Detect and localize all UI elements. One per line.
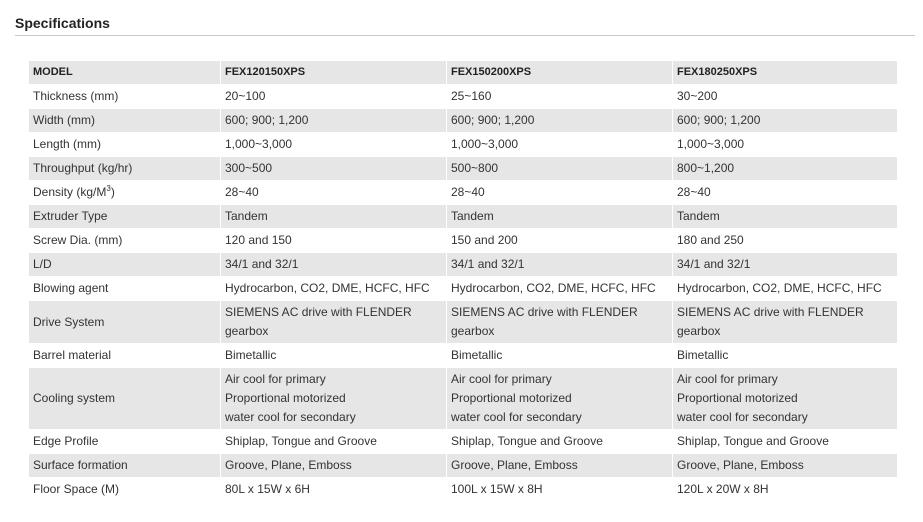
table-row bbox=[29, 109, 897, 133]
row-label bbox=[29, 157, 220, 181]
cell-text-line: SIEMENS AC drive with FLENDER bbox=[677, 305, 864, 319]
table-cell bbox=[220, 368, 446, 430]
table-cell bbox=[672, 344, 897, 368]
table-cell bbox=[672, 478, 897, 502]
cell-text-line: 80L x 15W x 6H bbox=[225, 482, 310, 496]
cell-text-line: Bimetallic bbox=[451, 348, 503, 362]
cell-text-line: 600; 900; 1,200 bbox=[677, 113, 761, 127]
cell-text-line: gearbox bbox=[451, 324, 495, 338]
table-cell bbox=[672, 205, 897, 229]
table-row bbox=[29, 157, 897, 181]
table-cell bbox=[446, 301, 672, 344]
row-label bbox=[29, 229, 220, 253]
cell-text-line: 600; 900; 1,200 bbox=[451, 113, 535, 127]
table-header-row bbox=[29, 61, 897, 85]
table-cell bbox=[446, 454, 672, 478]
cell-text-line: 28~40 bbox=[451, 185, 485, 199]
row-label bbox=[29, 253, 220, 277]
row-label-text: Cooling system bbox=[33, 391, 116, 405]
table-cell bbox=[672, 454, 897, 478]
cell-text-line: Proportional motorized bbox=[225, 391, 346, 405]
row-label-text: Floor Space (M) bbox=[33, 482, 120, 496]
row-label bbox=[29, 205, 220, 229]
cell-text-line: gearbox bbox=[225, 324, 269, 338]
table-cell bbox=[446, 85, 672, 109]
cell-text-line: Hydrocarbon, CO2, DME, HCFC, HFC bbox=[451, 281, 656, 295]
table-cell bbox=[220, 478, 446, 502]
cell-text-line: 25~160 bbox=[451, 89, 492, 103]
row-label bbox=[29, 478, 220, 502]
cell-text-line: Hydrocarbon, CO2, DME, HCFC, HFC bbox=[677, 281, 882, 295]
table-row bbox=[29, 229, 897, 253]
row-label bbox=[29, 454, 220, 478]
table-cell bbox=[446, 277, 672, 301]
cell-text-line: water cool for secondary bbox=[677, 410, 808, 424]
table-cell bbox=[672, 157, 897, 181]
row-label-text: Edge Profile bbox=[33, 434, 99, 448]
cell-text-line: 30~200 bbox=[677, 89, 718, 103]
row-label-text: Screw Dia. (mm) bbox=[33, 233, 123, 247]
table-row bbox=[29, 430, 897, 454]
cell-text-line: 1,000~3,000 bbox=[451, 137, 519, 151]
cell-text-line: 1,000~3,000 bbox=[677, 137, 745, 151]
cell-text-line: 300~500 bbox=[225, 161, 273, 175]
table-row bbox=[29, 301, 897, 344]
row-label bbox=[29, 133, 220, 157]
table-cell bbox=[672, 109, 897, 133]
table-row bbox=[29, 253, 897, 277]
row-label bbox=[29, 368, 220, 430]
cell-text-line: Air cool for primary bbox=[451, 372, 552, 386]
cell-text-line: Air cool for primary bbox=[677, 372, 778, 386]
row-label-text: Thickness (mm) bbox=[33, 89, 119, 103]
cell-text-line: Proportional motorized bbox=[451, 391, 572, 405]
table-cell bbox=[672, 85, 897, 109]
cell-text-line: 28~40 bbox=[677, 185, 711, 199]
title-divider bbox=[15, 35, 915, 36]
table-cell bbox=[672, 253, 897, 277]
table-row bbox=[29, 368, 897, 430]
row-label-text: Extruder Type bbox=[33, 209, 108, 223]
table-cell bbox=[446, 253, 672, 277]
row-label-text: Surface formation bbox=[33, 458, 128, 472]
table-cell bbox=[672, 277, 897, 301]
table-cell bbox=[220, 133, 446, 157]
table-cell bbox=[446, 368, 672, 430]
table-cell bbox=[446, 133, 672, 157]
cell-text-line: 34/1 and 32/1 bbox=[225, 257, 299, 271]
table-cell bbox=[672, 181, 897, 205]
table-cell bbox=[220, 253, 446, 277]
cell-text-line: SIEMENS AC drive with FLENDER bbox=[225, 305, 412, 319]
cell-text-line: 500~800 bbox=[451, 161, 499, 175]
cell-text-line: 180 and 250 bbox=[677, 233, 744, 247]
table-row bbox=[29, 85, 897, 109]
table-cell bbox=[220, 430, 446, 454]
cell-text-line: Proportional motorized bbox=[677, 391, 798, 405]
column-header-fex120150xps: FEX120150XPS bbox=[220, 61, 446, 85]
cell-text-line: 100L x 15W x 8H bbox=[451, 482, 543, 496]
table-row bbox=[29, 277, 897, 301]
table-cell bbox=[220, 301, 446, 344]
table-cell bbox=[446, 430, 672, 454]
row-label bbox=[29, 301, 220, 344]
cell-text-line: 120 and 150 bbox=[225, 233, 292, 247]
table-cell bbox=[446, 229, 672, 253]
table-cell bbox=[220, 85, 446, 109]
cell-text-line: SIEMENS AC drive with FLENDER bbox=[451, 305, 638, 319]
table-cell bbox=[446, 157, 672, 181]
row-label-superscript: 3 bbox=[106, 184, 111, 193]
column-header-fex180250xps: FEX180250XPS bbox=[672, 61, 897, 85]
table-cell bbox=[446, 478, 672, 502]
cell-text-line: Air cool for primary bbox=[225, 372, 326, 386]
cell-text-line: 28~40 bbox=[225, 185, 259, 199]
page-title: Specifications bbox=[15, 15, 110, 31]
column-header-model: MODEL bbox=[29, 61, 220, 85]
table-cell bbox=[672, 229, 897, 253]
row-label-text: Throughput (kg/hr) bbox=[33, 161, 133, 175]
table-cell bbox=[446, 205, 672, 229]
cell-text-line: Tandem bbox=[451, 209, 494, 223]
table-cell bbox=[220, 277, 446, 301]
row-label bbox=[29, 344, 220, 368]
table-cell bbox=[672, 301, 897, 344]
cell-text-line: Shiplap, Tongue and Groove bbox=[677, 434, 829, 448]
cell-text-line: 120L x 20W x 8H bbox=[677, 482, 769, 496]
row-label-text: Length (mm) bbox=[33, 137, 102, 151]
cell-text-line: Hydrocarbon, CO2, DME, HCFC, HFC bbox=[225, 281, 430, 295]
cell-text-line: 800~1,200 bbox=[677, 161, 735, 175]
cell-text-line: 600; 900; 1,200 bbox=[225, 113, 309, 127]
row-label-text: Barrel material bbox=[33, 348, 112, 362]
table-cell bbox=[220, 205, 446, 229]
row-label-text: Drive System bbox=[33, 314, 105, 329]
table-row bbox=[29, 133, 897, 157]
row-label-tail: ) bbox=[110, 185, 115, 199]
table-cell bbox=[446, 344, 672, 368]
table-cell bbox=[672, 430, 897, 454]
table-row bbox=[29, 454, 897, 478]
table-cell bbox=[220, 229, 446, 253]
row-label bbox=[29, 430, 220, 454]
row-label-text: L/D bbox=[33, 257, 52, 271]
cell-text-line: water cool for secondary bbox=[225, 410, 356, 424]
cell-text-line: 34/1 and 32/1 bbox=[677, 257, 751, 271]
cell-text-line: Groove, Plane, Emboss bbox=[225, 458, 352, 472]
cell-text-line: 34/1 and 32/1 bbox=[451, 257, 525, 271]
cell-text-line: Bimetallic bbox=[677, 348, 729, 362]
row-label-text: Density (kg/M bbox=[33, 185, 107, 199]
cell-text-line: Bimetallic bbox=[225, 348, 277, 362]
table-row bbox=[29, 205, 897, 229]
cell-text-line: Shiplap, Tongue and Groove bbox=[225, 434, 377, 448]
row-label-text: Blowing agent bbox=[33, 281, 109, 295]
table-cell bbox=[220, 109, 446, 133]
table-cell bbox=[672, 368, 897, 430]
cell-text-line: Tandem bbox=[677, 209, 720, 223]
specifications-table bbox=[29, 61, 897, 502]
table-cell bbox=[446, 181, 672, 205]
cell-text-line: Tandem bbox=[225, 209, 268, 223]
table-cell bbox=[672, 133, 897, 157]
cell-text-line: water cool for secondary bbox=[451, 410, 582, 424]
cell-text-line: 20~100 bbox=[225, 89, 266, 103]
row-label-text: Width (mm) bbox=[33, 113, 95, 127]
cell-text-line: Groove, Plane, Emboss bbox=[677, 458, 804, 472]
table-row bbox=[29, 344, 897, 368]
table-cell bbox=[220, 181, 446, 205]
cell-text-line: gearbox bbox=[677, 324, 721, 338]
column-header-fex150200xps: FEX150200XPS bbox=[446, 61, 672, 85]
table-row bbox=[29, 478, 897, 502]
table-row bbox=[29, 181, 897, 205]
table-cell bbox=[220, 157, 446, 181]
table-cell bbox=[446, 109, 672, 133]
row-label bbox=[29, 181, 220, 205]
row-label bbox=[29, 277, 220, 301]
row-label bbox=[29, 85, 220, 109]
cell-text-line: 1,000~3,000 bbox=[225, 137, 293, 151]
table-body bbox=[29, 85, 897, 502]
cell-text-line: Groove, Plane, Emboss bbox=[451, 458, 578, 472]
cell-text-line: 150 and 200 bbox=[451, 233, 518, 247]
table-cell bbox=[220, 344, 446, 368]
table-cell bbox=[220, 454, 446, 478]
row-label bbox=[29, 109, 220, 133]
cell-text-line: Shiplap, Tongue and Groove bbox=[451, 434, 603, 448]
